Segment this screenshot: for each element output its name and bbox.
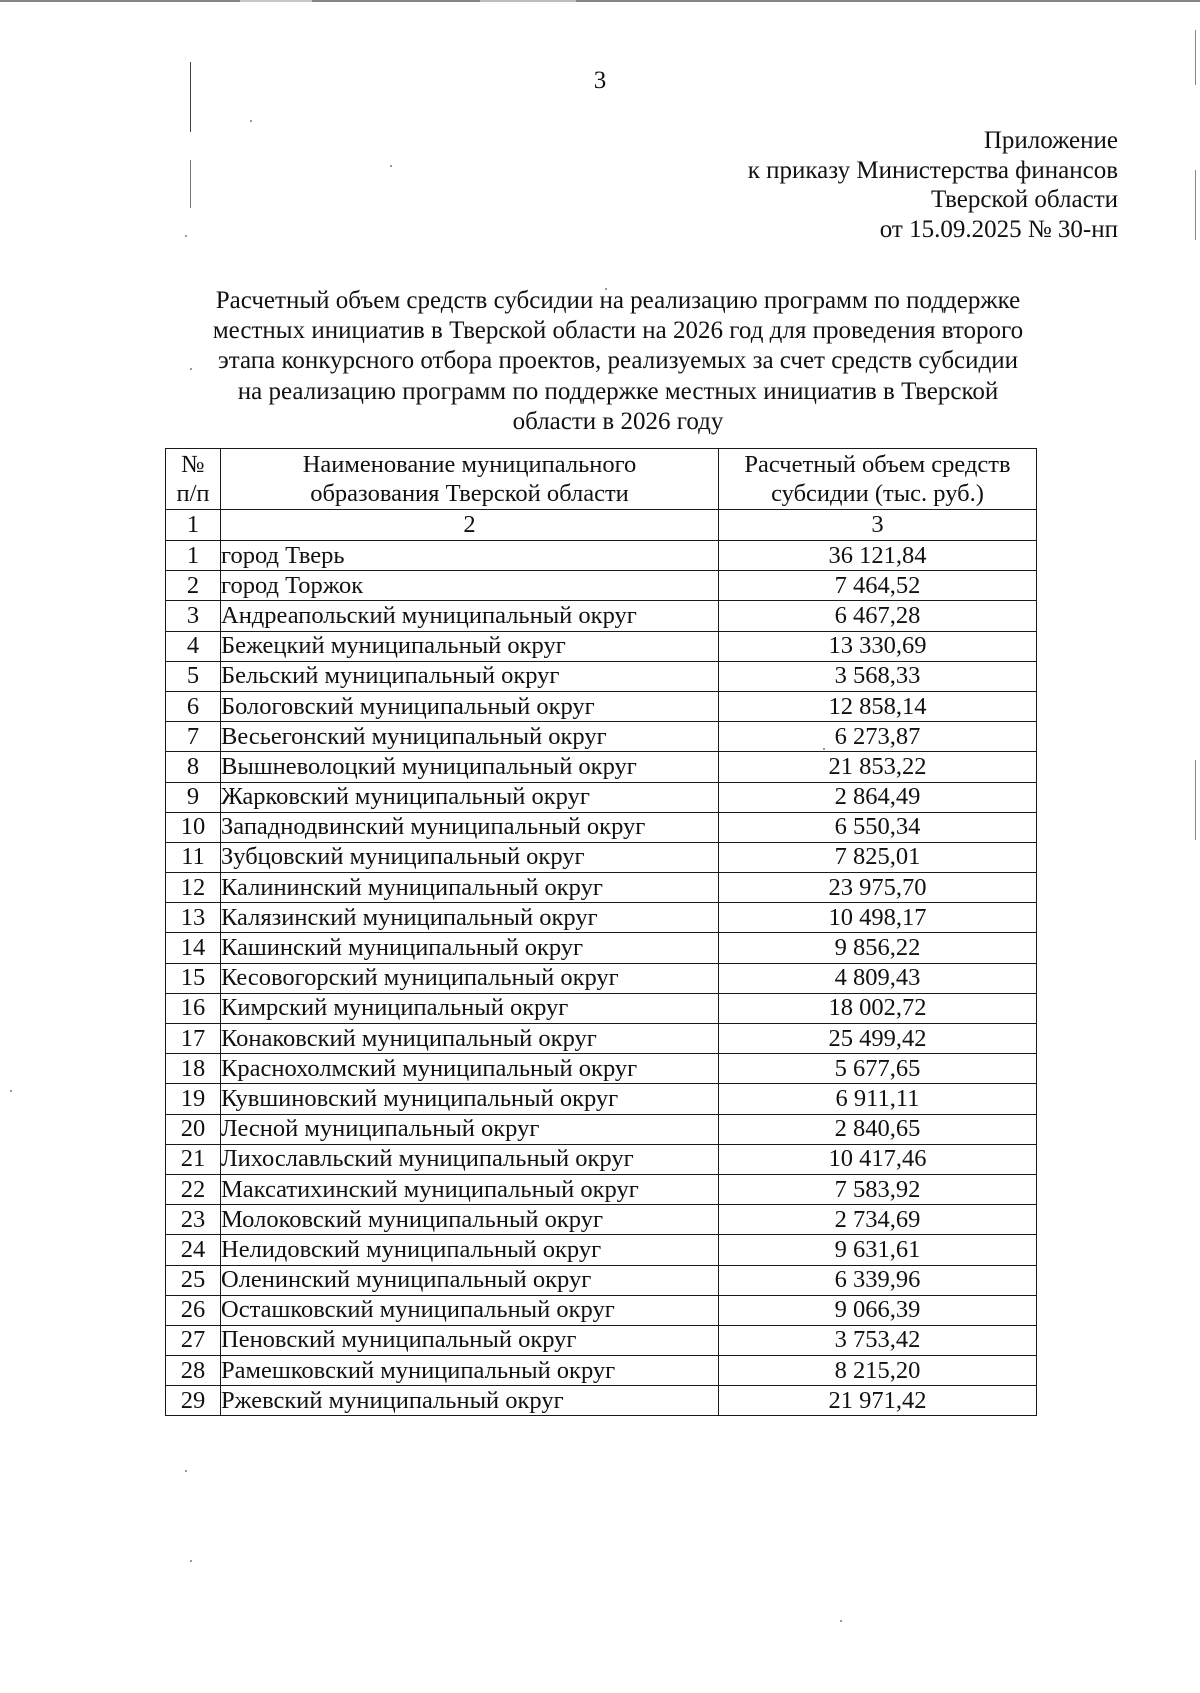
table-row [166, 873, 1037, 903]
appendix-label: Приложение [983, 127, 1118, 154]
table-row [166, 1356, 1037, 1386]
column-number: 1 [166, 510, 221, 541]
municipality-name: Весьегонский муниципальный округ [221, 722, 719, 752]
column-number: 2 [221, 510, 719, 541]
municipality-name: Лесной муниципальный округ [221, 1114, 719, 1144]
table-row [166, 933, 1037, 963]
subsidy-amount: 6 550,34 [719, 812, 1037, 842]
municipality-name: Вышневолоцкий муниципальный округ [221, 752, 719, 782]
table-row [166, 631, 1037, 661]
row-number: 17 [166, 1024, 221, 1054]
municipality-name: Кимрский муниципальный округ [221, 993, 719, 1023]
row-number: 12 [166, 873, 221, 903]
appendix-header [748, 126, 1118, 244]
header-number-line1: № [181, 451, 205, 478]
header-subsidy-line1: Расчетный объем средств [744, 451, 1011, 478]
table-row [166, 1114, 1037, 1144]
table-row [166, 1386, 1037, 1416]
municipality-name: Бельский муниципальный округ [221, 661, 719, 691]
header-number-line2: п/п [176, 480, 210, 507]
header-subsidy-amount [719, 449, 1037, 510]
table-body [166, 541, 1037, 1416]
municipality-name: город Тверь [221, 541, 719, 571]
table-row [166, 752, 1037, 782]
scan-margin-mark [1195, 170, 1196, 240]
municipality-name: Ржевский муниципальный округ [221, 1386, 719, 1416]
row-number: 6 [166, 691, 221, 721]
row-number: 13 [166, 903, 221, 933]
header-municipality-line2: образования Тверской области [310, 480, 629, 507]
table-row [166, 993, 1037, 1023]
subsidy-amount: 21 971,42 [719, 1386, 1037, 1416]
subsidy-amount: 6 339,96 [719, 1265, 1037, 1295]
municipality-name: Конаковский муниципальный округ [221, 1024, 719, 1054]
municipality-name: Краснохолмский муниципальный округ [221, 1054, 719, 1084]
municipality-name: Калининский муниципальный округ [221, 873, 719, 903]
subsidy-amount: 9 631,61 [719, 1235, 1037, 1265]
subsidy-amount: 12 858,14 [719, 691, 1037, 721]
table-row [166, 1325, 1037, 1355]
scan-margin-mark [190, 160, 191, 208]
municipality-name: Пеновский муниципальный округ [221, 1325, 719, 1355]
subsidy-amount: 9 066,39 [719, 1295, 1037, 1325]
row-number: 1 [166, 541, 221, 571]
document-title [150, 286, 1086, 437]
row-number: 16 [166, 993, 221, 1023]
subsidy-amount: 18 002,72 [719, 993, 1037, 1023]
row-number: 10 [166, 812, 221, 842]
subsidy-amount: 10 498,17 [719, 903, 1037, 933]
column-number-row [166, 510, 1037, 541]
municipality-name: Калязинский муниципальный округ [221, 903, 719, 933]
scan-margin-mark [1195, 760, 1196, 840]
table-row [166, 1054, 1037, 1084]
title-line: Расчетный объем средств субсидии на реализацию программ по поддержке [215, 287, 1021, 314]
subsidy-amount: 10 417,46 [719, 1144, 1037, 1174]
table-row [166, 782, 1037, 812]
subsidy-amount: 9 856,22 [719, 933, 1037, 963]
municipality-name: Лихославльский муниципальный округ [221, 1144, 719, 1174]
subsidy-amount: 3 568,33 [719, 661, 1037, 691]
municipality-name: Молоковский муниципальный округ [221, 1205, 719, 1235]
row-number: 5 [166, 661, 221, 691]
row-number: 15 [166, 963, 221, 993]
row-number: 14 [166, 933, 221, 963]
table-row [166, 963, 1037, 993]
row-number: 8 [166, 752, 221, 782]
municipality-name: Нелидовский муниципальный округ [221, 1235, 719, 1265]
table-row [166, 601, 1037, 631]
municipality-name: Западнодвинский муниципальный округ [221, 812, 719, 842]
municipality-name: Бежецкий муниципальный округ [221, 631, 719, 661]
table-row [166, 842, 1037, 872]
table-row [166, 1205, 1037, 1235]
table-row [166, 571, 1037, 601]
subsidy-amount: 2 864,49 [719, 782, 1037, 812]
subsidy-amount: 4 809,43 [719, 963, 1037, 993]
header-municipality-line1: Наименование муниципального [302, 451, 637, 478]
row-number: 27 [166, 1325, 221, 1355]
municipality-name: Зубцовский муниципальный округ [221, 842, 719, 872]
table-row [166, 1295, 1037, 1325]
title-line: этапа конкурсного отбора проектов, реализуемых за счет средств субсидии [218, 347, 1018, 375]
row-number: 28 [166, 1356, 221, 1386]
municipality-name: Жарковский муниципальный округ [221, 782, 719, 812]
row-number: 26 [166, 1295, 221, 1325]
row-number: 29 [166, 1386, 221, 1416]
row-number: 25 [166, 1265, 221, 1295]
row-number: 23 [166, 1205, 221, 1235]
municipality-name: Кувшиновский муниципальный округ [221, 1084, 719, 1114]
subsidy-amount: 6 467,28 [719, 601, 1037, 631]
header-number [166, 449, 221, 510]
row-number: 21 [166, 1144, 221, 1174]
table-row [166, 691, 1037, 721]
subsidy-amount: 7 583,92 [719, 1174, 1037, 1204]
appendix-region: Тверской области [931, 186, 1118, 213]
subsidy-amount: 7 825,01 [719, 842, 1037, 872]
scan-top-edge [0, 0, 1200, 2]
row-number: 2 [166, 571, 221, 601]
row-number: 24 [166, 1235, 221, 1265]
subsidy-amount: 13 330,69 [719, 631, 1037, 661]
municipality-name: Андреапольский муниципальный округ [221, 601, 719, 631]
table-row [166, 1174, 1037, 1204]
row-number: 4 [166, 631, 221, 661]
table-row [166, 722, 1037, 752]
municipality-name: Кашинский муниципальный округ [221, 933, 719, 963]
row-number: 9 [166, 782, 221, 812]
table-row [166, 903, 1037, 933]
municipality-name: Осташковский муниципальный округ [221, 1295, 719, 1325]
table-row [166, 1144, 1037, 1174]
subsidy-amount: 2 840,65 [719, 1114, 1037, 1144]
header-subsidy-line2: субсидии (тыс. руб.) [771, 480, 984, 507]
subsidy-amount: 8 215,20 [719, 1356, 1037, 1386]
municipality-name: Бологовский муниципальный округ [221, 691, 719, 721]
appendix-order-ref: к приказу Министерства финансов [747, 156, 1118, 184]
table-row [166, 1265, 1037, 1295]
subsidy-amount: 2 734,69 [719, 1205, 1037, 1235]
page-number: 3 [593, 67, 607, 94]
municipality-name: Максатихинский муниципальный округ [221, 1174, 719, 1204]
title-line: области в 2026 году [512, 407, 724, 435]
municipality-name: Кесовогорский муниципальный округ [221, 963, 719, 993]
table-row [166, 812, 1037, 842]
municipality-name: Рамешковский муниципальный округ [221, 1356, 719, 1386]
header-municipality [221, 449, 719, 510]
row-number: 3 [166, 601, 221, 631]
column-number: 3 [719, 510, 1037, 541]
row-number: 20 [166, 1114, 221, 1144]
subsidy-amount: 3 753,42 [719, 1325, 1037, 1355]
subsidy-amount: 25 499,42 [719, 1024, 1037, 1054]
subsidy-amount: 23 975,70 [719, 873, 1037, 903]
row-number: 22 [166, 1174, 221, 1204]
row-number: 18 [166, 1054, 221, 1084]
subsidy-amount: 36 121,84 [719, 541, 1037, 571]
row-number: 11 [166, 842, 221, 872]
table-row [166, 661, 1037, 691]
row-number: 19 [166, 1084, 221, 1114]
table-row [166, 1084, 1037, 1114]
subsidy-table [165, 448, 1037, 1416]
appendix-date-number: от 15.09.2025 № 30-нп [879, 215, 1118, 243]
table-row [166, 541, 1037, 571]
subsidy-amount: 5 677,65 [719, 1054, 1037, 1084]
municipality-name: город Торжок [221, 571, 719, 601]
subsidy-amount: 21 853,22 [719, 752, 1037, 782]
subsidy-amount: 6 273,87 [719, 722, 1037, 752]
subsidy-amount: 6 911,11 [719, 1084, 1037, 1114]
table-row [166, 1024, 1037, 1054]
title-line: на реализацию программ по поддержке местных инициатив в Тверской [237, 377, 999, 405]
title-line: местных инициатив в Тверской области на 2026 год для проведения второго [212, 317, 1024, 345]
municipality-name: Оленинский муниципальный округ [221, 1265, 719, 1295]
table-row [166, 1235, 1037, 1265]
subsidy-amount: 7 464,52 [719, 571, 1037, 601]
table-header-row [166, 449, 1037, 510]
row-number: 7 [166, 722, 221, 752]
